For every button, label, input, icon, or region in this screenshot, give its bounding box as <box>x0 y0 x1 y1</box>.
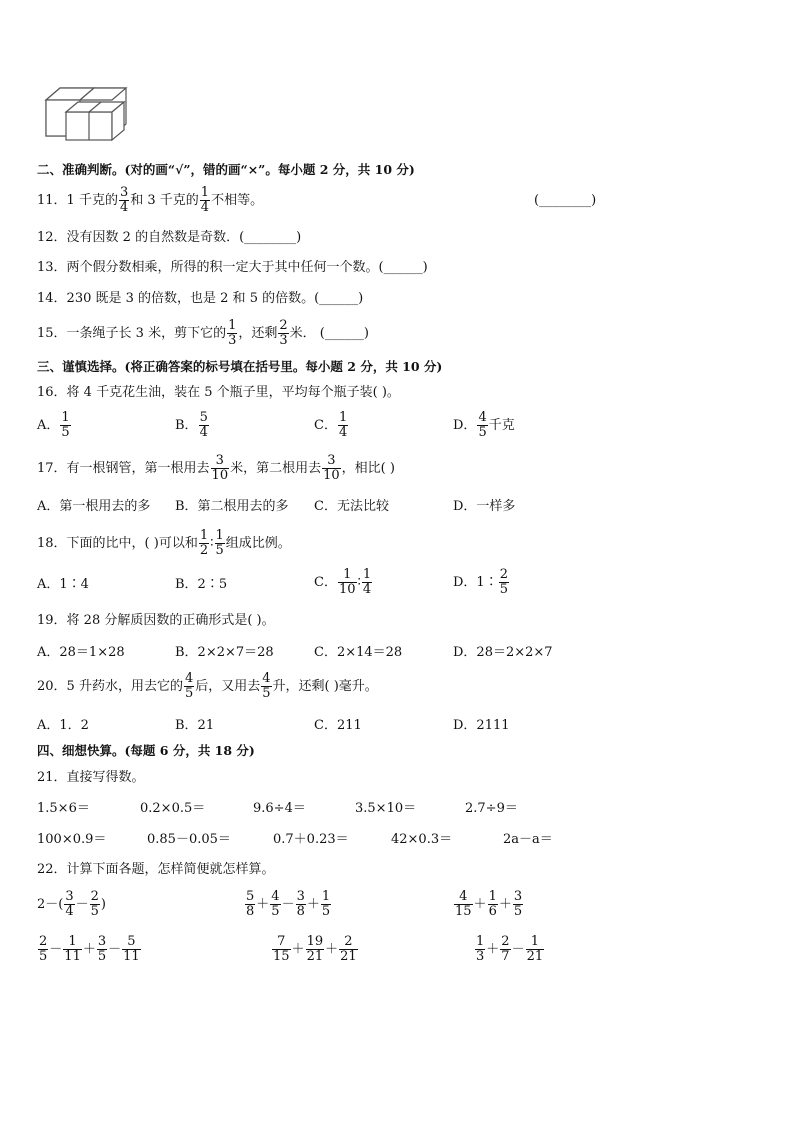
fraction: $\frac{2}{3}$ <box>279 318 288 348</box>
fraction: $\frac{1}{3}$ <box>476 934 485 964</box>
fraction: $\frac{1}{5}$ <box>321 889 331 919</box>
question-22: 22．计算下面各题，怎样简便就怎样算。 <box>37 862 275 877</box>
q15-text-c: 米． (______) <box>289 326 369 341</box>
fraction: $\frac{2}{5}$ <box>39 934 48 964</box>
fraction: $\frac{19}{21}$ <box>306 934 324 964</box>
question-17: 17．有一根钢管，第一根用去 $\frac{3}{10}$ 米，第二根用去 $\frac{3}{10}$ ，相比( ) <box>37 453 395 483</box>
fraction: $\frac{2}{21}$ <box>340 934 357 964</box>
section-2-title: 二、准确判断。(对的画“√”，错的画“×”。每小题 2 分，共 10 分) <box>37 162 415 177</box>
fraction: $\frac{1}{6}$ <box>488 889 497 919</box>
question-21: 21．直接写得数。 <box>37 770 145 785</box>
q21-item: 3.5×10＝ <box>355 801 417 816</box>
q16-option-b[interactable]: B． $\frac{5}{4}$ <box>175 410 208 440</box>
fraction: $\frac{4}{5}$ <box>262 671 271 701</box>
fraction: $\frac{1}{10}$ <box>338 567 356 597</box>
fraction: $\frac{3}{4}$ <box>65 889 74 919</box>
q16-option-a[interactable]: A． $\frac{1}{5}$ <box>37 410 70 440</box>
question-15 <box>37 319 369 348</box>
fraction: $\frac{3}{10}$ <box>323 453 340 483</box>
q21-item: 1.5×6＝ <box>37 801 90 816</box>
q22-expression-1: 2－( $\frac{3}{4}$ － $\frac{2}{5}$ ) <box>37 889 106 919</box>
fraction: $\frac{2}{5}$ <box>499 567 508 597</box>
fraction: $\frac{1}{4}$ <box>362 567 372 597</box>
q22-expression-2: $\frac{5}{8}$ ＋ $\frac{4}{5}$ － $\frac{3}{8}$ ＋ $\frac{1}{5}$ <box>246 889 331 919</box>
fraction: $\frac{5}{8}$ <box>246 889 255 919</box>
q21-item: 9.6÷4＝ <box>253 801 306 816</box>
fraction: $\frac{3}{5}$ <box>97 934 107 964</box>
q15-text-a: 15．一条绳子长 3 米，剪下它的 <box>37 326 227 341</box>
q19-option-b[interactable]: B．2×2×7＝28 <box>175 645 274 660</box>
fraction: $\frac{1}{5}$ <box>61 410 70 440</box>
q17-option-b[interactable]: B．第二根用去的多 <box>175 499 289 514</box>
q18-option-b[interactable]: B．2∶5 <box>175 577 228 592</box>
q21-item: 0.2×0.5＝ <box>140 801 206 816</box>
q21-item: 2a－a＝ <box>503 832 553 847</box>
fraction: $\frac{5}{11}$ <box>123 934 140 964</box>
q11-text-c: 不相等。 <box>211 193 264 208</box>
q11-answer-blank[interactable]: (________) <box>534 193 597 208</box>
q20-option-a[interactable]: A．1．2 <box>37 718 89 733</box>
question-16: 16．将 4 千克花生油，装在 5 个瓶子里，平均每个瓶子装( )。 <box>37 385 400 400</box>
fraction: $\frac{3}{5}$ <box>513 889 523 919</box>
q22-expression-6: $\frac{1}{3}$ ＋ $\frac{2}{7}$ － $\frac{1}{21}$ <box>476 934 544 964</box>
q18-option-c[interactable]: C． $\frac{1}{10}$ ∶ $\frac{1}{4}$ <box>314 567 372 597</box>
q19-option-d[interactable]: D．28＝2×2×7 <box>453 645 553 660</box>
q22-expression-4: $\frac{2}{5}$ － $\frac{1}{11}$ ＋ $\frac{3}{5}$ － $\frac{5}{11}$ <box>39 934 140 964</box>
question-11 <box>37 186 263 215</box>
q21-item: 100×0.9＝ <box>37 832 107 847</box>
q21-item: 0.7＋0.23＝ <box>273 832 349 847</box>
q19-option-a[interactable]: A．28＝1×28 <box>37 645 125 660</box>
fraction: $\frac{2}{5}$ <box>90 889 99 919</box>
q22-expression-3: $\frac{4}{15}$ ＋ $\frac{1}{6}$ ＋ $\frac{3}{5}$ <box>455 889 523 919</box>
q16-option-c[interactable]: C． $\frac{1}{4}$ <box>314 410 348 440</box>
q18-option-a[interactable]: A．1∶4 <box>37 577 89 592</box>
q17-option-d[interactable]: D．一样多 <box>453 499 516 514</box>
fraction: $\frac{4}{15}$ <box>455 889 472 919</box>
q20-option-c[interactable]: C．211 <box>314 718 362 733</box>
question-18: 18．下面的比中，( )可以和 $\frac{1}{2}$ ∶ $\frac{1}{5}$ 组成比例。 <box>37 528 291 558</box>
question-19: 19．将 28 分解质因数的正确形式是( )。 <box>37 613 275 628</box>
fraction: $\frac{5}{4}$ <box>199 410 208 440</box>
q16-option-d[interactable]: D． $\frac{4}{5}$ 千克 <box>453 410 515 440</box>
q21-item: 0.85－0.05＝ <box>147 832 231 847</box>
fraction: $\frac{7}{15}$ <box>273 934 290 964</box>
fraction: $\frac{1}{4}$ <box>338 410 348 440</box>
q20-option-d[interactable]: D．2111 <box>453 718 510 733</box>
q11-text-b: 和 3 千克的 <box>130 193 199 208</box>
question-12: 12．没有因数 2 的自然数是奇数．(________) <box>37 230 302 245</box>
fraction: $\frac{1}{3}$ <box>228 318 237 348</box>
q21-item: 2.7÷9＝ <box>465 801 518 816</box>
fraction: $\frac{3}{10}$ <box>211 453 229 483</box>
fraction: $\frac{2}{7}$ <box>501 934 510 964</box>
q17-option-a[interactable]: A．第一根用去的多 <box>37 499 151 514</box>
q15-text-b: ，还剩 <box>238 326 278 341</box>
question-13: 13．两个假分数相乘，所得的积一定大于其中任何一个数。(______) <box>37 260 428 275</box>
q22-expression-5: $\frac{7}{15}$ ＋ $\frac{19}{21}$ ＋ $\frac{2}{21}$ <box>273 934 357 964</box>
q18-option-d[interactable]: D．1∶ $\frac{2}{5}$ <box>453 567 508 597</box>
question-20: 20．5 升药水，用去它的 $\frac{4}{5}$ 后，又用去 $\frac{4}{5}$ 升，还剩( )毫升。 <box>37 671 378 701</box>
fraction: $\frac{4}{5}$ <box>184 671 194 701</box>
section-4-title: 四、细想快算。(每题 6 分，共 18 分) <box>37 743 255 758</box>
fraction: $\frac{1}{21}$ <box>526 934 544 964</box>
fraction: $\frac{3}{4}$ <box>119 185 129 215</box>
cube-stack-figure <box>44 86 134 142</box>
fraction: $\frac{1}{2}$ <box>199 528 209 558</box>
fraction: $\frac{4}{5}$ <box>271 889 280 919</box>
q21-item: 42×0.3＝ <box>391 832 453 847</box>
fraction: $\frac{1}{4}$ <box>200 185 210 215</box>
fraction: $\frac{4}{5}$ <box>478 410 487 440</box>
q20-option-b[interactable]: B．21 <box>175 718 215 733</box>
q11-text-a: 11．1 千克的 <box>37 193 118 208</box>
fraction: $\frac{1}{5}$ <box>215 528 224 558</box>
q17-option-c[interactable]: C．无法比较 <box>314 499 389 514</box>
question-14: 14．230 既是 3 的倍数，也是 2 和 5 的倍数。(______) <box>37 291 364 306</box>
section-3-title: 三、谨慎选择。(将正确答案的标号填在括号里。每小题 2 分，共 10 分) <box>37 359 443 374</box>
fraction: $\frac{1}{11}$ <box>64 934 81 964</box>
fraction: $\frac{3}{8}$ <box>296 889 305 919</box>
q19-option-c[interactable]: C．2×14＝28 <box>314 645 403 660</box>
